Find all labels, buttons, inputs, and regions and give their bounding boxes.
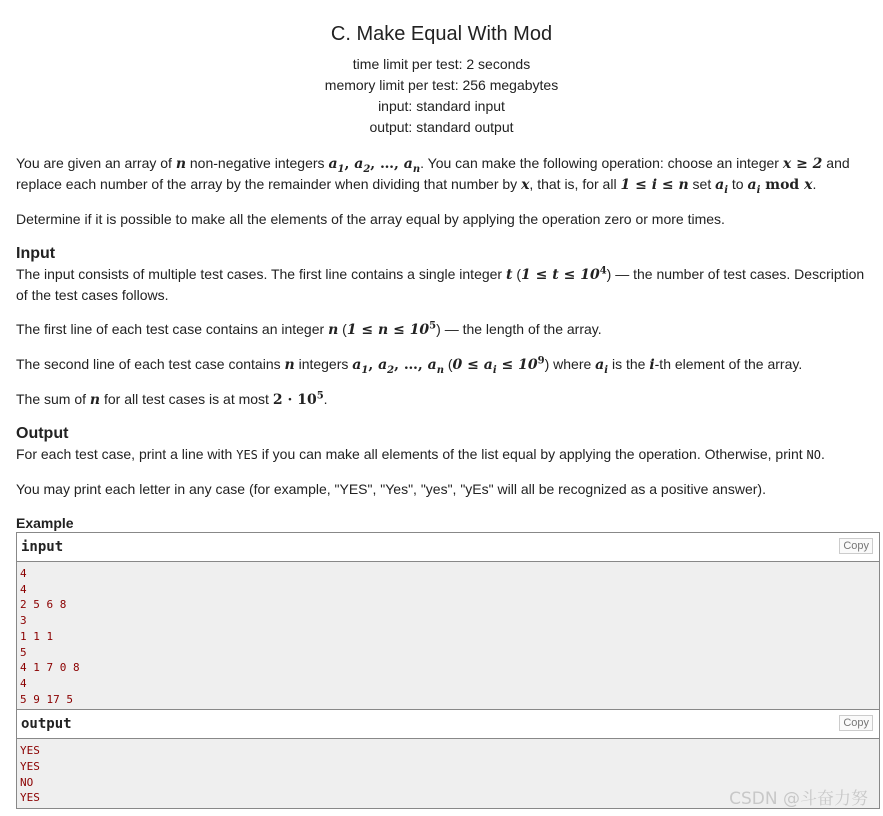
input-line-1: The input consists of multiple test cases. The first line contains a single integer t $(1 \le t \le 10^4)$ — the number of test cases. Description of the test cases follows.	[16, 265, 865, 303]
output-line-2: You may print each letter in any case (for example, "YES", "Yes", "yes", "yEs" will all be recognized as a positive answer).	[16, 481, 766, 497]
copy-input-button[interactable]: Copy	[839, 538, 873, 554]
csdn-watermark: CSDN @斗奋力努	[729, 789, 868, 809]
time-limit: time limit per test: 2 seconds	[352, 56, 531, 72]
problem-header	[0, 22, 883, 138]
input-data-line: 4	[20, 567, 27, 580]
example-output-header	[17, 709, 879, 739]
input-data-line: 4	[20, 582, 27, 596]
input-heading: Input	[16, 245, 56, 262]
input-section	[16, 244, 880, 410]
problem-limits	[0, 54, 883, 138]
output-data-line: YES	[20, 791, 40, 805]
example-section	[16, 514, 880, 809]
input-data-line: 4	[20, 676, 27, 690]
example-box	[16, 532, 880, 809]
input-data-line: 5 9 17 5	[20, 692, 73, 706]
input-line-4: The sum of n for all test cases is at most $2 \cdot 10^5$.	[16, 390, 328, 408]
example-input-body	[17, 562, 879, 709]
output-section	[16, 424, 880, 499]
output-data-line: YES	[20, 744, 40, 758]
statement-paragraph-2: Determine if it is possible to make all the elements of the array equal by applying the operation zero or more times.	[16, 211, 725, 227]
example-heading: Example	[16, 515, 74, 531]
input-line-2: The first line of each test case contains an integer n $(1 \le n \le 10^5)$ — the length of the array.	[16, 320, 602, 338]
example-input-header	[17, 533, 879, 562]
output-spec: output: standard output	[369, 119, 514, 135]
input-line-3: The second line of each test case contains n integers $a_1$, $a_2$, …, $a_n$ $(0 \le a_i \le 10^9)$ where $a_i$ is the i-th element of the array.	[16, 355, 803, 376]
output-data-line: YES	[20, 760, 40, 774]
example-output-label: output	[21, 716, 72, 733]
input-data-line: 5	[20, 645, 27, 659]
statement	[16, 153, 880, 229]
output-data-line: NO	[20, 775, 34, 789]
memory-limit: memory limit per test: 256 megabytes	[324, 77, 559, 93]
input-data-line: 1 1 1	[20, 629, 54, 643]
input-data-line: 4 1 7 0 8	[20, 661, 80, 675]
copy-output-button[interactable]: Copy	[839, 715, 873, 731]
problem-title: C. Make Equal With Mod	[330, 23, 553, 45]
input-spec: input: standard input	[378, 98, 505, 114]
example-input-label: input	[21, 539, 64, 555]
input-data-line: 3	[20, 614, 27, 628]
problem-page	[16, 0, 880, 809]
input-data-line: 2 5 6 8	[20, 598, 67, 612]
statement-paragraph-1: You are given an array of n non-negative integers $a_1$, $a_2$, …, $a_n$. You can make the following operation: choose an integer x ≥ 2 and replace each number of the array by the remainder when dividing that number by x, that is, for all 1 ≤ i ≤ n set $a_i$ to $a_i$ mod x.	[16, 155, 850, 196]
output-heading: Output	[16, 425, 69, 442]
output-line-1: For each test case, print a line with YES if you can make all elements of the list equal by applying the operation. Otherwise, print NO.	[16, 446, 825, 462]
